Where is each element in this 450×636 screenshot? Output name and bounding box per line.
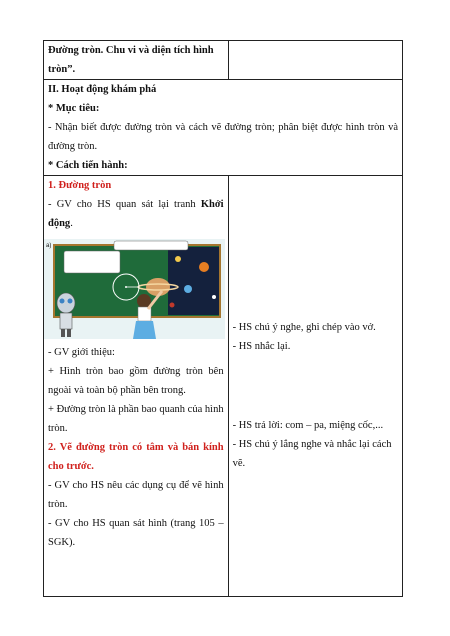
spacer bbox=[233, 356, 398, 416]
table-row bbox=[44, 41, 403, 80]
empty-cell bbox=[228, 41, 402, 80]
teacher-step-1: - GV cho HS nêu các dụng cụ để vẽ hình tròn. bbox=[48, 480, 224, 510]
lesson-title-cell bbox=[44, 41, 229, 80]
teacher-intro-line: - GV giới thiệu: bbox=[48, 347, 115, 358]
table-row bbox=[44, 80, 403, 176]
teacher-step-2: - GV cho HS quan sát hình (trang 105 – SGK). bbox=[48, 518, 224, 548]
student-line-1: - HS chú ý nghe, ghi chép vào vở. bbox=[232, 322, 376, 333]
lesson-title-line-1: Đường tròn. Chu vi và diện tích hình bbox=[48, 45, 214, 56]
part2-heading: 2. Vẽ đường tròn có tâm và bán kính cho trước. bbox=[48, 442, 224, 472]
illustration-tag: a) bbox=[46, 243, 52, 249]
part1-heading: 1. Đường tròn bbox=[48, 180, 112, 191]
teacher-point-1: + Hình tròn bao gồm đường tròn bên ngoài và toàn bộ phần bên trong. bbox=[48, 366, 224, 396]
lesson-plan-table bbox=[43, 40, 403, 597]
student-line-3: - HS trả lời: com – pa, miệng cốc,... bbox=[232, 420, 384, 431]
teacher-point-2: + Đường tròn là phần bao quanh của hình tròn. bbox=[48, 404, 224, 434]
section-cell bbox=[44, 80, 403, 176]
classroom-illustration bbox=[44, 239, 225, 339]
goal-text: - Nhận biết được đường tròn và cách vẽ đường tròn; phân biệt được hình tròn và đường tròn. bbox=[48, 122, 398, 152]
spacer bbox=[233, 176, 398, 318]
intro-text: - GV cho HS quan sát lại tranh bbox=[48, 199, 201, 210]
intro-suffix: . bbox=[70, 218, 73, 229]
intro-bold-text: Khởi động bbox=[48, 199, 224, 229]
student-line-2: - HS nhắc lại. bbox=[232, 341, 291, 352]
goal-label: * Mục tiêu: bbox=[48, 103, 100, 114]
procedure-label: * Cách tiến hành: bbox=[48, 160, 128, 171]
teacher-activity-cell bbox=[44, 176, 229, 597]
illustration-svg bbox=[44, 239, 225, 339]
lesson-title-line-2: tròn”. bbox=[48, 64, 76, 75]
student-activity-cell bbox=[228, 176, 402, 597]
table-row bbox=[44, 176, 403, 597]
student-line-4: - HS chú ý lắng nghe và nhắc lại cách vẽ. bbox=[232, 439, 392, 469]
part1-intro bbox=[48, 195, 224, 233]
section-title: II. Hoạt động khám phá bbox=[48, 84, 157, 95]
